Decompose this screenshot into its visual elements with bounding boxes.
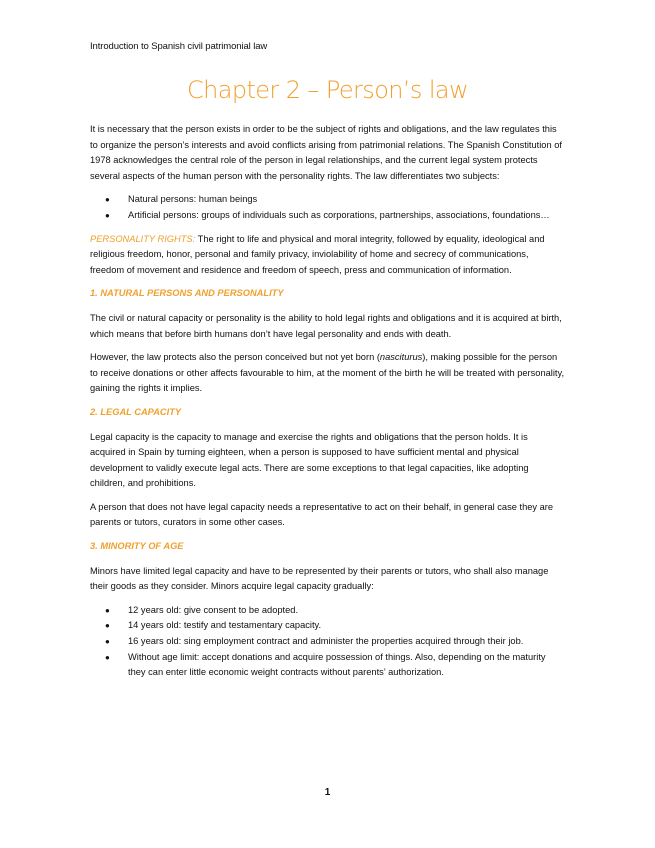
list-item: ● Natural persons: human beings bbox=[90, 192, 565, 208]
chapter-title: Chapter 2 – Person’s law bbox=[186, 76, 469, 104]
section-heading: 3. MINORITY OF AGE bbox=[90, 541, 184, 552]
bullet-icon: ● bbox=[105, 210, 110, 220]
list-item: ● 14 years old: testify and testamentary capacity. bbox=[90, 618, 565, 634]
bullet-icon: ● bbox=[105, 605, 110, 615]
section-heading: 1. NATURAL PERSONS AND PERSONALITY bbox=[90, 288, 284, 299]
list-item: ● Without age limit: accept donations and acquire possession of things. Also, depending on the maturity they can enter little economic weight contracts without parents’ authorization. bbox=[105, 651, 546, 678]
latin-term: nasciturus bbox=[379, 352, 423, 363]
bullet-icon: ● bbox=[105, 652, 110, 662]
personality-rights-paragraph: PERSONALITY RIGHTS: The right to life and physical and moral integrity, followed by equality, ideological and religious freedom, honor, personal and family privacy, inviolability of home and secrecy of communications, freedom of movement and residence and freedom of speech, press and communication of information. bbox=[90, 233, 545, 275]
minority-age-list bbox=[90, 603, 565, 681]
paragraph: However, the law protects also the person conceived but not yet born (nasciturus), making possible for the person to receive donations or other affects favourable to him, at the moment of the birth he will be treated with personality, gaining the rights it implies. bbox=[90, 352, 565, 394]
paragraph: Legal capacity is the capacity to manage and exercise the rights and obligations that the person holds. It is acquired in Spain by turning eighteen, when a person is supposed to have sufficient mental and physical development to validly execute legal acts. There are some exceptions to that legal capacities, like adopting children, and prohibitions. bbox=[90, 431, 529, 489]
paragraph: The civil or natural capacity or personality is the ability to hold legal rights and obligations and it is acquired at birth, which means that before birth humans don’t have legal personality and ends with death. bbox=[90, 312, 562, 339]
bullet-icon: ● bbox=[105, 621, 110, 631]
section-heading: 2. LEGAL CAPACITY bbox=[90, 406, 182, 417]
paragraph: A person that does not have legal capacity needs a representative to act on their behalf, in general case they are parents or tutors, curators in some other cases. bbox=[90, 501, 554, 528]
subjects-list bbox=[90, 192, 565, 223]
document-body bbox=[90, 122, 565, 689]
intro-paragraph: It is necessary that the person exists in order to be the subject of rights and obligations, and the law regulates this to organize the person’s interests and avoid conflicts arising from patrimonial relations. The Spanish Constitution of 1978 acknowledges the central role of the person in legal relationships, and the current legal system protects several aspects of the human person with the personality rights. The law differentiates two subjects: bbox=[90, 124, 562, 181]
list-item: ● 12 years old: give consent to be adopted. bbox=[90, 603, 565, 619]
bullet-icon: ● bbox=[105, 637, 110, 647]
bullet-icon: ● bbox=[105, 195, 110, 205]
personality-rights-label: PERSONALITY RIGHTS: bbox=[90, 233, 196, 244]
paragraph: Minors have limited legal capacity and have to be represented by their parents or tutors, who shall also manage their goods as they consider. Minors acquire legal capacity gradually: bbox=[90, 565, 549, 592]
page-number: 1 bbox=[324, 787, 331, 798]
running-header: Introduction to Spanish civil patrimonial law bbox=[90, 41, 268, 52]
list-item: ● 16 years old: sing employment contract and administer the properties acquired through their job. bbox=[90, 634, 565, 650]
list-item: ● Artificial persons: groups of individuals such as corporations, partnerships, associations, foundations… bbox=[90, 208, 565, 224]
